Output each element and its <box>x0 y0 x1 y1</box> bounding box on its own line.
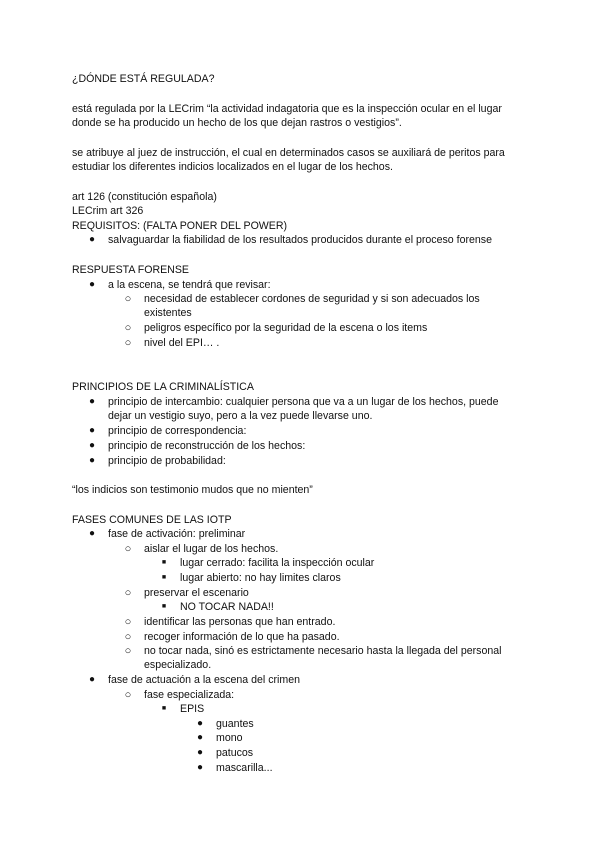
principios-heading: PRINCIPIOS DE LA CRIMINALÍSTICA <box>72 381 254 393</box>
bullet-disc: ● <box>196 732 204 743</box>
fase-identificar: identificar las personas que han entrado. <box>144 616 336 628</box>
principio-intercambio-line2: dejar un vestigio suyo, pero a la vez puede llevarse uno. <box>108 410 373 422</box>
fase-preservar: preservar el escenario <box>144 587 249 599</box>
no-tocar-nada: NO TOCAR NADA!! <box>180 601 274 613</box>
epi-mascarilla: mascarilla... <box>216 762 273 774</box>
respuesta-sub3: nivel del EPI… . <box>144 337 220 349</box>
respuesta-sub2: peligros específico por la seguridad de la escena o los items <box>144 322 428 334</box>
bullet-disc: ● <box>88 396 96 407</box>
regulation-text-line1: está regulada por la LECrim “la actividad indagatoria que es la inspección ocular en el lugar <box>72 103 502 115</box>
requisitos-heading: REQUISITOS: (FALTA PONER DEL POWER) <box>72 220 288 232</box>
bullet-disc: ● <box>196 762 204 773</box>
bullet-disc: ● <box>88 279 96 290</box>
requisito-item: salvaguardar la fiabilidad de los resultados producidos durante el proceso forense <box>108 234 492 246</box>
bullet-circle: ○ <box>124 587 132 599</box>
article-126: art 126 (constitución española) <box>72 191 217 203</box>
fase-no-tocar-line1: no tocar nada, sinó es estrictamente necesario hasta la llegada del personal <box>144 645 502 657</box>
lugar-abierto: lugar abierto: no hay limites claros <box>180 572 341 584</box>
bullet-circle: ○ <box>124 543 132 555</box>
bullet-disc: ● <box>88 234 96 245</box>
fase-actuacion: fase de actuación a la escena del crimen <box>108 674 300 686</box>
principio-reconstruccion: principio de reconstrucción de los hechos: <box>108 440 306 452</box>
lugar-cerrado: lugar cerrado: facilita la inspección ocular <box>180 557 375 569</box>
fase-recoger: recoger información de lo que ha pasado. <box>144 631 340 643</box>
bullet-square: ■ <box>161 705 167 712</box>
regulation-text-line2: donde se ha producido un hecho de los que dejan rastros o vestigios”. <box>72 117 402 129</box>
epi-mono: mono <box>216 732 243 744</box>
bullet-circle: ○ <box>124 631 132 643</box>
principio-probabilidad: principio de probabilidad: <box>108 455 226 467</box>
bullet-circle: ○ <box>124 616 132 628</box>
bullet-circle: ○ <box>124 293 132 305</box>
lecrim-article: LECrim art 326 <box>72 205 144 217</box>
principio-intercambio-line1: principio de intercambio: cualquier persona que va a un lugar de los hechos, puede <box>108 396 499 408</box>
bullet-disc: ● <box>88 528 96 539</box>
bullet-disc: ● <box>88 440 96 451</box>
bullet-disc: ● <box>196 718 204 729</box>
epis-item: EPIS <box>180 703 205 715</box>
bullet-circle: ○ <box>124 689 132 701</box>
respuesta-sub1-line1: necesidad de establecer cordones de seguridad y si son adecuados los <box>144 293 480 305</box>
fases-heading: FASES COMUNES DE LAS IOTP <box>72 514 232 526</box>
bullet-square: ■ <box>161 603 167 610</box>
bullet-disc: ● <box>196 747 204 758</box>
respuesta-heading: RESPUESTA FORENSE <box>72 264 189 276</box>
section-title-regulada: ¿DÓNDE ESTÁ REGULADA? <box>72 73 215 85</box>
epi-patucos: patucos <box>216 747 254 759</box>
bullet-disc: ● <box>88 674 96 685</box>
bullet-disc: ● <box>88 455 96 466</box>
fase-no-tocar-line2: especializado. <box>144 659 212 671</box>
fase-aislar: aislar el lugar de los hechos. <box>144 543 279 555</box>
principio-correspondencia: principio de correspondencia: <box>108 425 247 437</box>
bullet-square: ■ <box>161 574 167 581</box>
judge-text-line2: estudiar los diferentes indicios localizados en el lugar de los hechos. <box>72 161 393 173</box>
bullet-square: ■ <box>161 559 167 566</box>
bullet-disc: ● <box>88 425 96 436</box>
bullet-circle: ○ <box>124 337 132 349</box>
epi-guantes: guantes <box>216 718 254 730</box>
quote-text: “los indicios son testimonio mudos que no mienten” <box>72 484 313 496</box>
fase-activacion: fase de activación: preliminar <box>108 528 246 540</box>
respuesta-sub1-line2: existentes <box>144 307 192 319</box>
judge-text-line1: se atribuye al juez de instrucción, el cual en determinados casos se auxiliará de peritos para <box>72 147 505 159</box>
fase-especializada: fase especializada: <box>144 689 235 701</box>
bullet-circle: ○ <box>124 645 132 657</box>
bullet-circle: ○ <box>124 322 132 334</box>
respuesta-item: a la escena, se tendrá que revisar: <box>108 279 271 291</box>
